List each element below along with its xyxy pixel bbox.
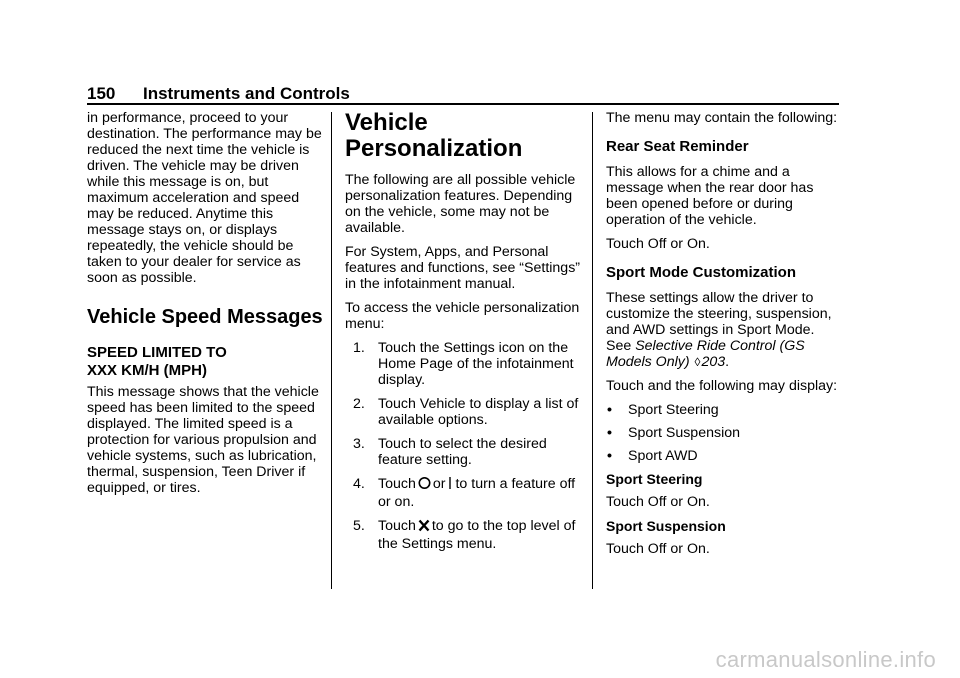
sport-suspension-heading: Sport Suspension (606, 518, 726, 534)
column-3 (606, 110, 841, 565)
speed-limited-heading-line1: SPEED LIMITED TO (87, 344, 227, 361)
speed-limited-body: This message shows that the vehicle speed has been limited to the speed displayed. The limited speed is a protection for various propulsion and vehicle systems, such as lubrication, thermal, suspension, Teen Driver if equipped, or tires. (87, 384, 319, 496)
step-touch-word: Touch (378, 518, 416, 534)
chapter-title: Instruments and Controls (143, 84, 350, 103)
continued-paragraph: in performance, proceed to your destination. The performance may be reduced the next time the vehicle is driven. The vehicle may be driven while this message is on, but maximum acceleration and speed may be reduced. Anytime this message stays on, or displays repeatedly, the vehicle should be taken to your dealer for service as soon as possible. (87, 110, 322, 286)
column-1 (87, 110, 327, 504)
access-menu-intro: To access the vehicle personalization menu: (345, 300, 580, 332)
menu-contents-intro: The menu may contain the following: (606, 110, 838, 126)
list-item (345, 476, 580, 510)
sport-options-list (606, 402, 841, 464)
bullet-icon: • (607, 448, 612, 464)
selective-ride-control-link[interactable]: Selective Ride Control (GS Models Only) (606, 338, 805, 370)
watermark: carmanualsonline.info (715, 647, 936, 672)
section-title-speed-messages: Vehicle Speed Messages (87, 306, 323, 328)
bullet-text: Sport Suspension (628, 425, 740, 441)
step-number: 2. (353, 396, 365, 412)
page-number: 150 (87, 84, 116, 103)
step-or-word: or (432, 476, 446, 492)
settings-reference: For System, Apps, and Personal features and functions, see “Settings” in the infotainment manual. (345, 244, 581, 292)
personalization-title-line1: Vehicle (345, 109, 428, 136)
list-item (345, 436, 580, 468)
bullet-icon: • (607, 402, 612, 418)
column-2 (345, 110, 580, 560)
sport-steering-heading: Sport Steering (606, 471, 703, 487)
toggle-off-icon (447, 476, 453, 494)
speed-limited-heading (87, 344, 327, 380)
list-item (606, 402, 841, 418)
sport-suspension-touch: Touch Off or On. (606, 541, 710, 557)
step-text: Touch the Settings icon on the Home Page of the infotainment display. (378, 340, 574, 388)
touch-following-text: Touch and the following may display: (606, 378, 838, 394)
speed-limited-heading-line2: XXX KM/H (MPH) (87, 362, 207, 379)
bullet-text: Sport AWD (628, 448, 698, 464)
rear-seat-reminder-body: This allows for a chime and a message when the rear door has been opened before or during operation of the vehicle. (606, 164, 814, 228)
step-text: Touch to select the desired feature setting. (378, 436, 547, 468)
step-number: 3. (353, 436, 365, 452)
personalization-title-line2: Personalization (345, 135, 523, 162)
toggle-on-icon (418, 476, 431, 494)
rear-seat-reminder-heading: Rear Seat Reminder (606, 138, 749, 155)
sport-mode-body: These settings allow the driver to customize the steering, suspension, and AWD settings in Sport Mode. See Selective Ride Control (GS Models Only) ◊203. (606, 290, 832, 370)
steps-list (345, 340, 580, 552)
list-item (345, 518, 580, 552)
page-ref-icon: ◊ (694, 355, 701, 369)
list-item (606, 425, 841, 441)
sport-mode-body-text: These settings allow the driver to customize the steering, suspension, and AWD settings in Sport Mode. See (606, 290, 832, 354)
page-ref-number[interactable]: 203 (701, 354, 726, 370)
rear-seat-reminder-touch: Touch Off or On. (606, 236, 710, 252)
list-item (606, 448, 841, 464)
bullet-icon: • (607, 425, 612, 441)
sport-mode-heading: Sport Mode Customization (606, 264, 796, 281)
step-touch-word: Touch (378, 476, 416, 492)
column-divider-1 (331, 112, 332, 589)
step-text: to turn a feature off or on. (378, 476, 576, 510)
step-number: 4. (353, 476, 365, 492)
close-icon (418, 519, 430, 536)
step-number: 1. (353, 340, 365, 356)
personalization-intro: The following are all possible vehicle personalization features. Depending on the vehicle, some may not be available. (345, 172, 576, 236)
column-divider-2 (592, 112, 593, 589)
step-number: 5. (353, 518, 365, 534)
list-item (345, 396, 580, 428)
list-item (345, 340, 580, 388)
step-text: Touch Vehicle to display a list of available options. (378, 396, 579, 428)
header-rule (87, 103, 839, 105)
bullet-text: Sport Steering (628, 402, 719, 418)
section-title-personalization (345, 110, 580, 162)
page-header (87, 84, 837, 104)
step-text: to go to the top level of the Settings menu. (378, 518, 576, 552)
sport-steering-touch: Touch Off or On. (606, 494, 710, 510)
